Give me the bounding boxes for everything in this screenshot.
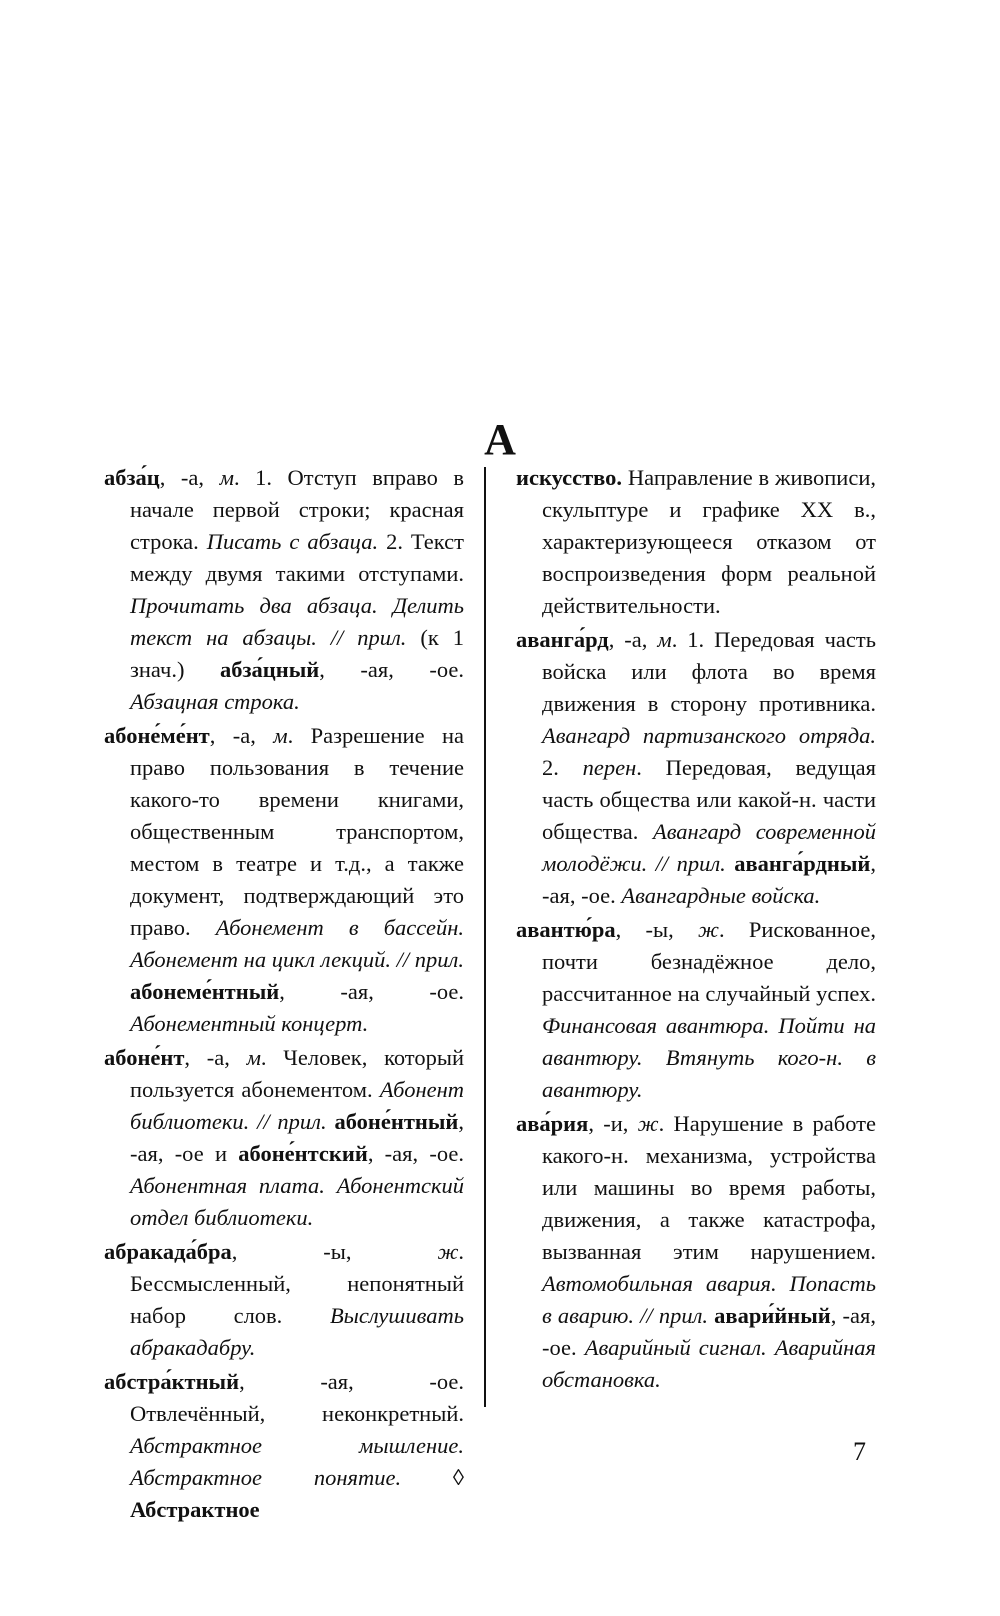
definition-text: . 1. Отступ вправо в начале первой строки; красная строка. [130,465,464,554]
section-letter: А [484,415,516,464]
italic-text: Писать с абзаца. [206,529,379,554]
italic-text: перен [582,755,637,780]
definition-text: (к 1 знач.) [130,625,464,682]
dictionary-entry [516,1108,876,1396]
dictionary-entry [516,624,876,912]
definition-text: , -ая, -ое и [130,1109,464,1166]
derived-headword: Абстрактное [130,1497,260,1522]
headword: абоне́ме́нт [104,723,210,748]
dictionary-entry-continuation [516,462,876,622]
dictionary-entry [104,462,464,718]
left-column [104,462,464,1528]
headword: абза́ц [104,465,160,490]
definition-text: , -ая, -ое. [542,851,877,908]
italic-text: м [246,1045,261,1070]
definition-text: . Нарушение в работе какого-н. механизма, устройства или машины во время работы, движения, а также катастрофа, вызванная этим нарушением. [542,1111,876,1264]
dictionary-entry [516,914,876,1106]
italic-text: Абзацная строка. [130,689,300,714]
derived-headword: искусство. [516,465,623,490]
right-column [516,462,876,1398]
definition-text: , -ы, [231,1239,438,1264]
italic-text: м [657,627,672,652]
headword: абракада́бра [104,1239,232,1264]
derived-headword: аванга́рдный [734,851,871,876]
italic-text: Абонентная плата. Абонентский отдел библиотеки. [130,1173,464,1230]
italic-text: Прочитать два абзаца. Делить текст на абзацы. // прил. [130,593,464,650]
headword: абоне́нт [104,1045,185,1070]
dictionary-entry [104,1042,464,1234]
italic-text: Абстрактное мышление. Абстрактное понятие. [130,1433,464,1490]
definition-text: , -ая, -ое. Отвлечённый, неконкретный. [130,1369,464,1426]
definition-text: . 1. Передовая часть войска или флота во время движения в сторону противника. [542,627,877,716]
italic-text: Выслушивать абракадабру. [130,1303,464,1360]
italic-text: ж [637,1111,659,1136]
definition-text: . Человек, который пользуется абонементом. [130,1045,465,1102]
italic-text: Авангардные войска. [621,883,821,908]
definition-text: 2. Текст между двумя такими отступами. [130,529,464,586]
definition-text: . Бессмысленный, непонятный набор слов. [130,1239,464,1328]
definition-text: . Разрешение на право пользования в течение какого-то времени книгами, общественным транспортом, местом в театре и т.д., а также документ, подтверждающий это право. [130,723,464,940]
definition-text: , -ая, -ое. [279,979,464,1004]
definition-text: , -а, [184,1045,247,1070]
italic-text: м [273,723,288,748]
definition-text: ◊ [401,1465,465,1490]
italic-text: Аварийный сигнал. Аварийная обстановка. [542,1335,876,1392]
column-divider [484,467,486,1407]
italic-text: Абонемент в бассейн. Абонемент на цикл лекций. // прил. [130,915,464,972]
definition-text: . Рискованное, почти безнадёжное дело, рассчитанное на случайный успех. [542,917,876,1006]
definition-text: , -а, [209,723,274,748]
definition-text: Направление в живописи, скульптуре и графике XX в., характеризующееся отказом от воспроизведения форм реальной действительности. [542,465,876,618]
derived-headword: абоне́нтный [334,1109,459,1134]
italic-text: ж [698,917,719,942]
italic-text: Автомобильная авария. Попасть в аварию. // прил. [542,1271,876,1328]
italic-text: Авангард современной молодёжи. // прил. [542,819,876,876]
headword: абстра́ктный [104,1369,240,1394]
definition-text: , -и, [588,1111,638,1136]
definition-text [726,851,734,876]
headword: ава́рия [516,1111,589,1136]
definition-text: , -а, [159,465,220,490]
headword: авантю́ра [516,917,616,942]
definition-text: 2. [542,755,583,780]
definition-text: , -ая, -ое. [367,1141,465,1166]
definition-text: , -ая, -ое. [319,657,464,682]
dictionary-entry [104,720,464,1040]
derived-headword: авари́йный [714,1303,831,1328]
definition-text: , -ы, [615,917,699,942]
derived-headword: абоне́нтский [238,1141,368,1166]
page-number: 7 [853,1437,866,1466]
dictionary-entry [104,1236,464,1364]
italic-text: Абонент библиотеки. // прил. [130,1077,464,1134]
definition-text: , -а, [608,627,658,652]
derived-headword: абонеме́нтный [130,979,280,1004]
definition-text: , -ая, -ое. [542,1303,876,1360]
italic-text: ж [437,1239,459,1264]
derived-headword: абза́цный [219,657,320,682]
headword: аванга́рд [516,627,609,652]
italic-text: м [219,465,234,490]
definition-text: . Передовая, ведущая часть общества или какой-н. части общества. [542,755,876,844]
italic-text: Финансовая авантюра. Пойти на авантюру. Втянуть кого-н. в авантюру. [542,1013,876,1102]
italic-text: Авангард партизанского отряда. [542,723,876,748]
italic-text: Абонементный концерт. [130,1011,369,1036]
dictionary-entry [104,1366,464,1526]
